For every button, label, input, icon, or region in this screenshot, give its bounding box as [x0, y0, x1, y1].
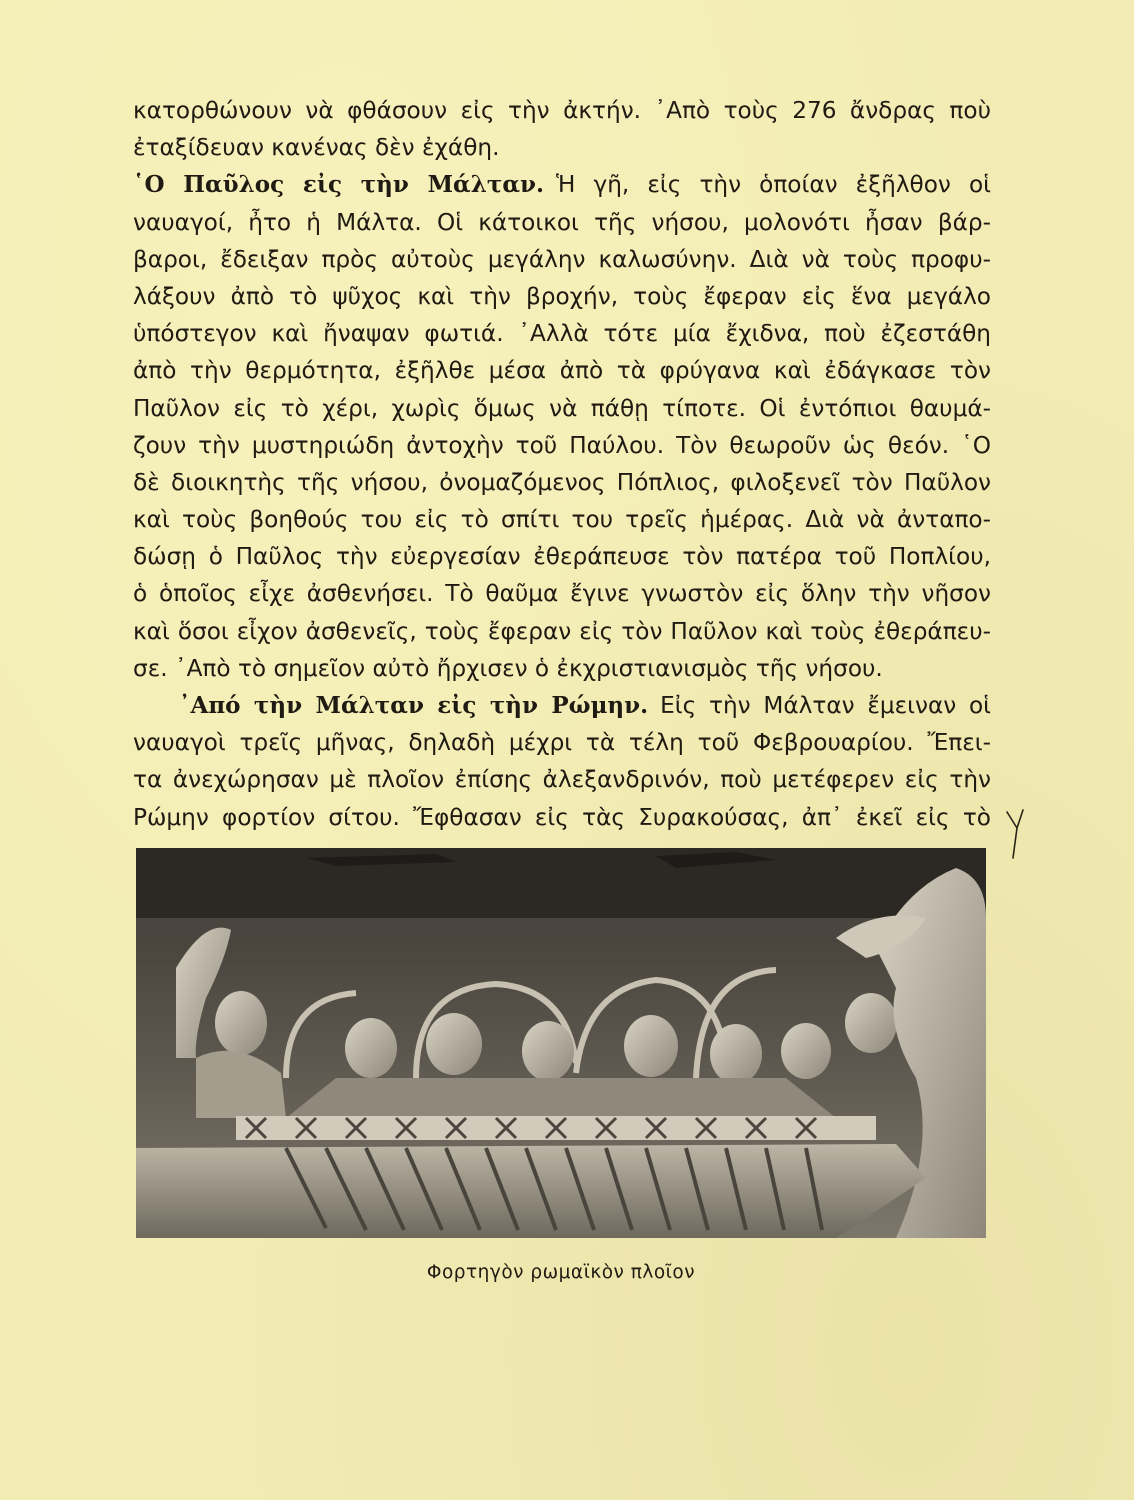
text-line: ὑπόστεγον καὶ ἤναψαν φωτιά. ᾿Αλλὰ τότε μία ἔχιδνα, ποὺ ἐζεστάθη [133, 320, 991, 348]
text-line: κατορθώνουν νὰ φθάσουν εἰς τὴν ἀκτήν. ᾿Απὸ τοὺς 276 ἄνδρας ποὺ [133, 97, 991, 124]
figure-caption: Φορτηγὸν ρωμαϊκὸν πλοῖον [426, 1262, 696, 1283]
text-line: δώσῃ ὁ Παῦλος τὴν εὐεργεσίαν ἐθεράπευσε τὸν πατέρα τοῦ Ποπλίου, [133, 543, 991, 571]
text-line: καὶ ὅσοι εἶχον ἀσθενεῖς, τοὺς ἔφεραν εἰς τὸν Παῦλον καὶ τοὺς ἐθεράπευ- [133, 617, 991, 645]
text-line [133, 166, 991, 203]
text-line: ἀπὸ τὴν θερμότητα, ἐξῆλθε μέσα ἀπὸ τὰ φρύγανα καὶ ἐδάγκασε τὸν [133, 357, 991, 385]
text-line: καὶ τοὺς βοηθούς του εἰς τὸ σπίτι του τρεῖς ἡμέρας. Διὰ νὰ ἀνταπο- [133, 506, 991, 534]
text-line [133, 687, 991, 724]
text-line: τα ἀνεχώρησαν μὲ πλοῖον ἐπίσης ἀλεξανδρινόν, ποὺ μετέφερεν εἰς τὴν [133, 766, 991, 794]
text-line: σε. ᾿Απὸ τὸ σημεῖον αὐτὸ ἤρχισεν ὁ ἐκχριστιανισμὸς τῆς νήσου. [133, 654, 883, 682]
text-line: ζουν τὴν μυστηριώδη ἀντοχὴν τοῦ Παύλου. Τὸν θεωροῦν ὡς θεόν. ῾Ο [133, 431, 991, 459]
pencil-mark-icon [1003, 806, 1033, 860]
ship-relief-photo [136, 848, 986, 1238]
text-line: βαροι, ἔδειξαν πρὸς αὐτοὺς μεγάλην καλωσύνην. Διὰ νὰ τοὺς προφυ- [133, 245, 991, 273]
section-heading-malta: ῾Ο Παῦλος εἰς τὴν Μάλταν. [133, 171, 545, 199]
text-line: ἐταξίδευαν κανένας δὲν ἐχάθη. [133, 134, 500, 162]
text-line: λάξουν ἀπὸ τὸ ψῦχος καὶ τὴν βροχήν, τοὺς ἔφεραν εἰς ἕνα μεγάλο [133, 282, 991, 310]
text-line: ναυαγοί, ἦτο ἡ Μάλτα. Οἱ κάτοικοι τῆς νήσου, μολονότι ἦσαν βάρ- [133, 208, 991, 236]
ship-relief-image [136, 848, 986, 1238]
text-line: ναυαγοὶ τρεῖς μῆνας, δηλαδὴ μέχρι τὰ τέλη τοῦ Φεβρουαρίου. Ἔπει- [133, 729, 991, 757]
text-line: δὲ διοικητὴς τῆς νήσου, ὀνομαζόμενος Πόπλιος, φιλοξενεῖ τὸν Παῦλον [133, 468, 991, 496]
section-heading-rome: ᾿Από τὴν Μάλταν εἰς τὴν Ρώμην. [179, 692, 649, 719]
text-line: ὁ ὁποῖος εἶχε ἀσθενήσει. Τὸ θαῦμα ἔγινε γνωστὸν εἰς ὅλην τὴν νῆσον [133, 580, 991, 608]
text-line: Ρώμην φορτίον σίτου. Ἔφθασαν εἰς τὰς Συρακούσας, ἀπ᾿ ἐκεῖ εἰς τὸ [133, 803, 991, 831]
text-line-content: Εἰς τὴν Μάλταν ἔμειναν οἱ [660, 692, 991, 719]
text-line-content: Ἡ γῆ, εἰς τὴν ὁποίαν ἐξῆλθον οἱ [556, 171, 991, 199]
body-text [133, 92, 991, 836]
text-line: Παῦλον εἰς τὸ χέρι, χωρὶς ὅμως νὰ πάθῃ τίποτε. Οἱ ἐντόπιοι θαυμά- [133, 394, 991, 422]
